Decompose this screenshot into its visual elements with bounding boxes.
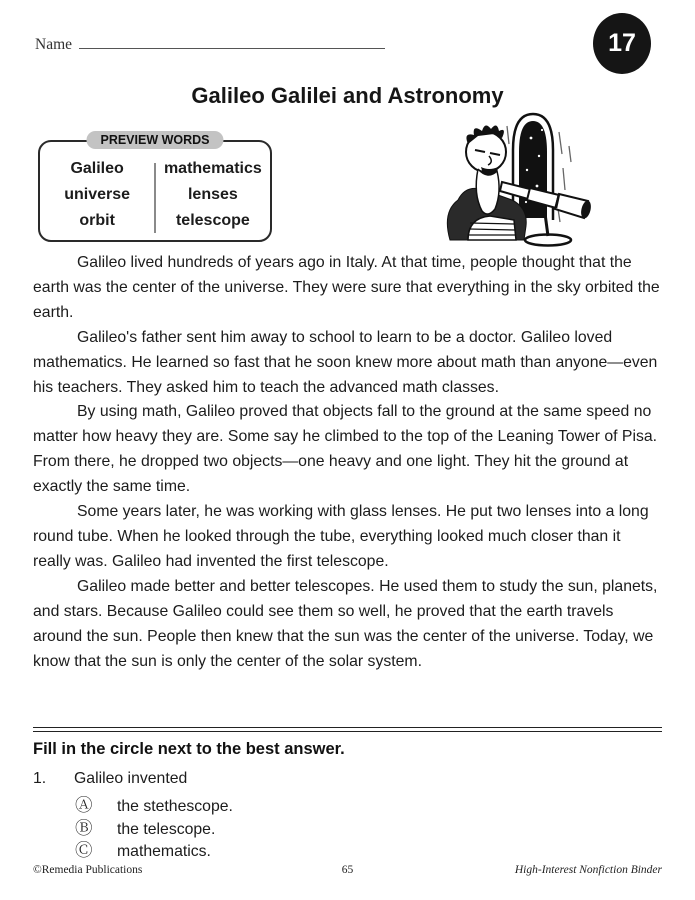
preview-word: orbit [79,212,115,229]
preview-word: Galileo [70,160,124,177]
preview-word: universe [64,186,131,203]
answer-bubble-b[interactable]: Ⓑ [75,818,93,839]
answer-text-b: the telescope. [117,820,216,838]
name-row [35,34,385,54]
answer-text-c: mathematics. [117,842,211,860]
preview-words-label: PREVIEW WORDS [86,131,223,149]
preview-word: telescope [175,212,250,229]
passage-paragraph-4: Some years later, he was working with glass lenses. He put two lenses into a long round tube. When he looked through the tube, everything looked much closer than it really was. Galileo had invented the first telescope. [33,503,649,570]
name-blank-line[interactable] [79,34,385,49]
passage-paragraph-1: Galileo lived hundreds of years ago in Italy. At that time, people thought that the earth was the center of the universe. They were sure that everything in the sky orbited the earth. [33,254,660,321]
preview-column-left [40,148,154,234]
answer-bubble-a[interactable]: Ⓐ [75,796,93,817]
question-number: 1. [33,770,47,787]
answer-options [33,796,653,863]
galileo-telescope-illustration [438,110,613,252]
passage-paragraph-5: Galileo made better and better telescopes. He used them to study the sun, planets, and stars. Because Galileo could see them so well, he proved that the earth travels around the sun. People then knew that the sun was the center of the universe. Today, we know that the sun is only the center of the solar system. [33,577,658,670]
answer-option-a[interactable] [75,796,653,818]
instructions-heading: Fill in the circle next to the best answer. [33,740,345,758]
preview-word: lenses [187,186,238,203]
passage-paragraph-2: Galileo's father sent him away to school to learn to be a doctor. Galileo loved mathematics. He learned so fast that he soon knew more about math than anyone—even his teachers. They asked him to teach the advanced math classes. [33,328,658,396]
question-prompt: Galileo invented [74,770,188,787]
passage-paragraph-3: By using math, Galileo proved that objects fall to the ground at the same speed no matter how heavy they are. Some say he climbed to the top of the Leaning Tower of Pisa. From there, he dropped two objects—one heavy and one light. They hit the ground at exactly the same time. [33,403,658,496]
answer-option-b[interactable] [75,818,653,840]
preview-word: mathematics [163,160,262,177]
footer-publisher: ©Remedia Publications [33,864,143,876]
question-1-prompt-row [33,769,653,789]
footer-page-number: 65 [341,864,354,876]
preview-words-columns [40,142,270,240]
answer-text-a: the stethescope. [117,798,233,816]
footer-book-title: High-Interest Nonfiction Binder [514,864,662,876]
section-divider-rule [33,727,662,732]
name-label: Name [35,36,73,53]
reading-passage [33,251,662,674]
answer-bubble-c[interactable]: Ⓒ [75,841,93,862]
page-number-badge: 17 [593,13,651,74]
question-1 [33,769,653,863]
preview-words-box [38,133,272,242]
page-title: Galileo Galilei and Astronomy [191,83,504,108]
preview-column-right [156,148,270,234]
answer-option-c[interactable] [75,841,653,863]
